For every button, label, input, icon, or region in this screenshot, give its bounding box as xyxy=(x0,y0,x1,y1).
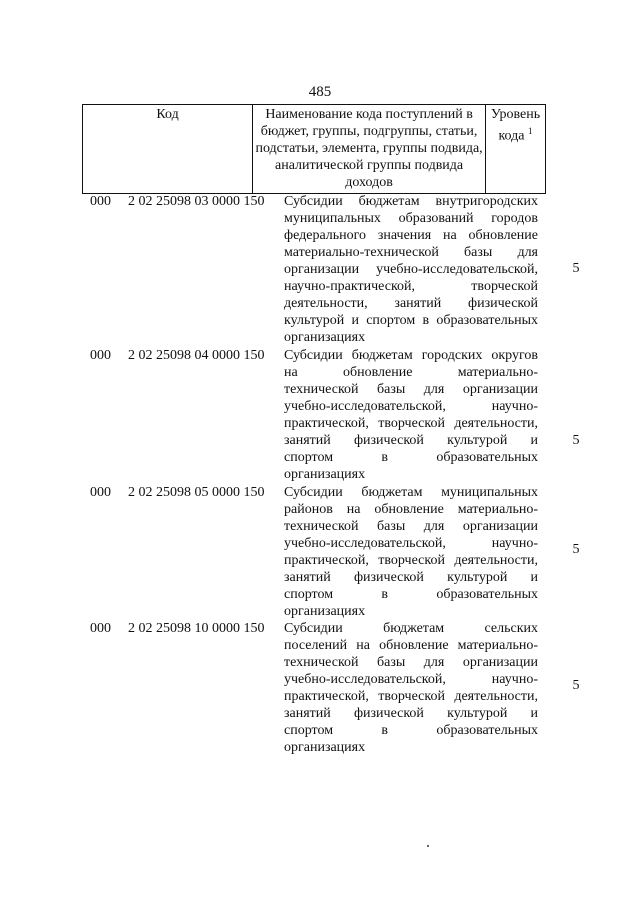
description-line: технической базы для организации xyxy=(284,655,538,670)
revenue-code: 2 02 25098 10 0000 150 xyxy=(128,621,265,636)
scan-speck xyxy=(427,845,429,847)
description-line: Субсидии бюджетам внутригородских xyxy=(284,194,538,209)
description-line: занятий физической культурой и xyxy=(284,570,538,585)
description-line: на обновление материально- xyxy=(284,365,538,380)
revenue-code: 2 02 25098 03 0000 150 xyxy=(128,194,265,209)
description-line: Субсидии бюджетам сельских xyxy=(284,621,538,636)
description-line: деятельности, занятий физической xyxy=(284,296,538,311)
description-line: практической, творческой деятельности, xyxy=(284,553,538,568)
header-level-line: кода xyxy=(498,128,525,144)
header-name-line: аналитической группы подвида доходов xyxy=(275,158,464,190)
revenue-description xyxy=(284,620,538,756)
header-name-line: Наименование кода поступлений в xyxy=(265,107,473,122)
description-line: материально-технической базы для xyxy=(284,245,538,260)
description-line: спортом в образовательных xyxy=(284,450,538,465)
description-line: муниципальных образований городов xyxy=(284,211,538,226)
header-name-cell xyxy=(253,105,486,194)
description-line: учебно-исследовательской, научно- xyxy=(284,672,538,687)
description-line: поселений на обновление материально- xyxy=(284,638,538,653)
description-line: организациях xyxy=(284,330,366,345)
description-line: учебно-исследовательской, научно- xyxy=(284,536,538,551)
header-name-line: бюджет, группы, подгруппы, статьи, xyxy=(260,124,478,139)
header-level-line: Уровень xyxy=(490,107,541,122)
revenue-code: 2 02 25098 04 0000 150 xyxy=(128,348,265,363)
description-line: спортом в образовательных xyxy=(284,587,538,602)
footnote-marker: 1 xyxy=(528,126,533,136)
revenue-code: 2 02 25098 05 0000 150 xyxy=(128,485,265,500)
description-line: организациях xyxy=(284,467,366,482)
description-line: практической, творческой деятельности, xyxy=(284,416,538,431)
description-line: организациях xyxy=(284,604,366,619)
header-code-cell xyxy=(83,105,253,194)
code-level: 5 xyxy=(572,433,580,448)
description-line: научно-практической, творческой xyxy=(284,279,538,294)
header-code-label: Код xyxy=(156,107,179,122)
description-line: технической базы для организации xyxy=(284,382,538,397)
code-level: 5 xyxy=(572,261,580,276)
revenue-description xyxy=(284,193,538,346)
description-line: занятий физической культурой и xyxy=(284,433,538,448)
admin-code: 000 xyxy=(90,194,111,209)
admin-code: 000 xyxy=(90,621,111,636)
page-number: 485 xyxy=(308,84,332,100)
description-line: организации учебно-исследовательской, xyxy=(284,262,538,277)
description-line: культурой и спортом в образовательных xyxy=(284,313,538,328)
code-level: 5 xyxy=(572,542,580,557)
admin-code: 000 xyxy=(90,485,111,500)
admin-code: 000 xyxy=(90,348,111,363)
code-level: 5 xyxy=(572,678,580,693)
description-line: федерального значения на обновление xyxy=(284,228,538,243)
revenue-description xyxy=(284,484,538,620)
description-line: организациях xyxy=(284,740,366,755)
table-header xyxy=(82,104,546,194)
description-line: Субсидии бюджетам муниципальных xyxy=(284,485,538,500)
header-level-cell xyxy=(485,105,545,194)
revenue-description xyxy=(284,347,538,483)
description-line: Субсидии бюджетам городских округов xyxy=(284,348,538,363)
description-line: учебно-исследовательской, научно- xyxy=(284,399,538,414)
description-line: спортом в образовательных xyxy=(284,723,538,738)
description-line: практической, творческой деятельности, xyxy=(284,689,538,704)
description-line: районов на обновление материально- xyxy=(284,502,538,517)
description-line: занятий физической культурой и xyxy=(284,706,538,721)
header-name-line: подстатьи, элемента, группы подвида, xyxy=(255,141,483,156)
description-line: технической базы для организации xyxy=(284,519,538,534)
